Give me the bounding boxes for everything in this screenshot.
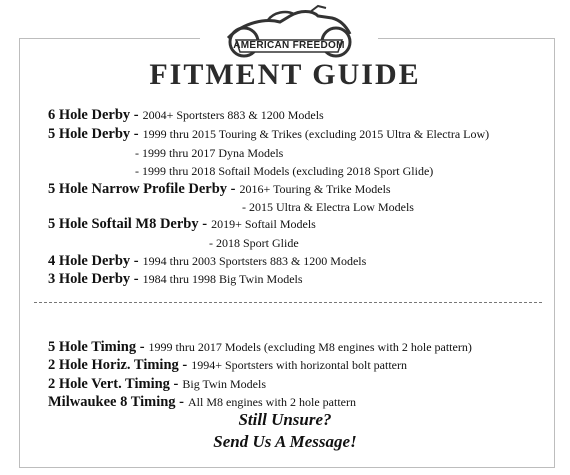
derby-label: 5 Hole Narrow Profile Derby -: [48, 181, 236, 197]
still-unsure-text: Still Unsure?: [238, 410, 332, 429]
derby-label: 3 Hole Derby -: [48, 271, 139, 287]
derby-label: 4 Hole Derby -: [48, 253, 139, 269]
timing-label: Milwaukee 8 Timing -: [48, 394, 185, 410]
list-item: [48, 215, 316, 233]
timing-detail: 1994+ Sportsters with horizontal bolt pattern: [191, 358, 407, 372]
list-item: [48, 270, 303, 288]
list-item: [48, 356, 407, 374]
derby-detail-continued: - 1999 thru 2017 Dyna Models: [135, 146, 284, 160]
derby-detail-continued: - 2018 Sport Glide: [209, 236, 299, 250]
derby-detail-continued: - 2015 Ultra & Electra Low Models: [242, 200, 414, 214]
section-divider: [34, 302, 542, 303]
list-item: [48, 375, 266, 393]
derby-detail: 1984 thru 1998 Big Twin Models: [142, 272, 303, 286]
list-item: [48, 252, 366, 270]
derby-detail: 1999 thru 2015 Touring & Trikes (excluding 2015 Ultra & Electra Low): [142, 127, 490, 141]
derby-detail: 2004+ Sportsters 883 & 1200 Models: [142, 108, 324, 122]
list-item: [48, 106, 324, 124]
derby-label: 5 Hole Softail M8 Derby -: [48, 216, 208, 232]
derby-detail: 2019+ Softail Models: [211, 217, 316, 231]
derby-label: 6 Hole Derby -: [48, 107, 139, 123]
timing-label: 5 Hole Timing -: [48, 339, 145, 355]
list-item: [48, 125, 489, 143]
derby-detail: 1994 thru 2003 Sportsters 883 & 1200 Models: [142, 254, 367, 268]
motorcycle-icon: [214, 4, 364, 66]
derby-detail: 2016+ Touring & Trike Models: [239, 182, 391, 196]
timing-detail: 1999 thru 2017 Models (excluding M8 engines with 2 hole pattern): [148, 340, 472, 354]
american-freedom-logo: [214, 4, 364, 66]
derby-label: 5 Hole Derby -: [48, 126, 139, 142]
derby-detail-continued: - 1999 thru 2018 Softail Models (excluding 2018 Sport Glide): [135, 164, 434, 178]
list-item: [48, 393, 356, 411]
timing-detail: All M8 engines with 2 hole pattern: [188, 395, 356, 409]
list-item: [48, 338, 472, 356]
send-message-text: Send Us A Message!: [213, 432, 357, 451]
timing-label: 2 Hole Horiz. Timing -: [48, 357, 188, 373]
timing-detail: Big Twin Models: [182, 377, 266, 391]
timing-label: 2 Hole Vert. Timing -: [48, 376, 179, 392]
page-title: FITMENT GUIDE: [149, 58, 421, 91]
list-item: [48, 180, 391, 198]
logo-text: AMERICAN FREEDOM: [233, 40, 345, 51]
